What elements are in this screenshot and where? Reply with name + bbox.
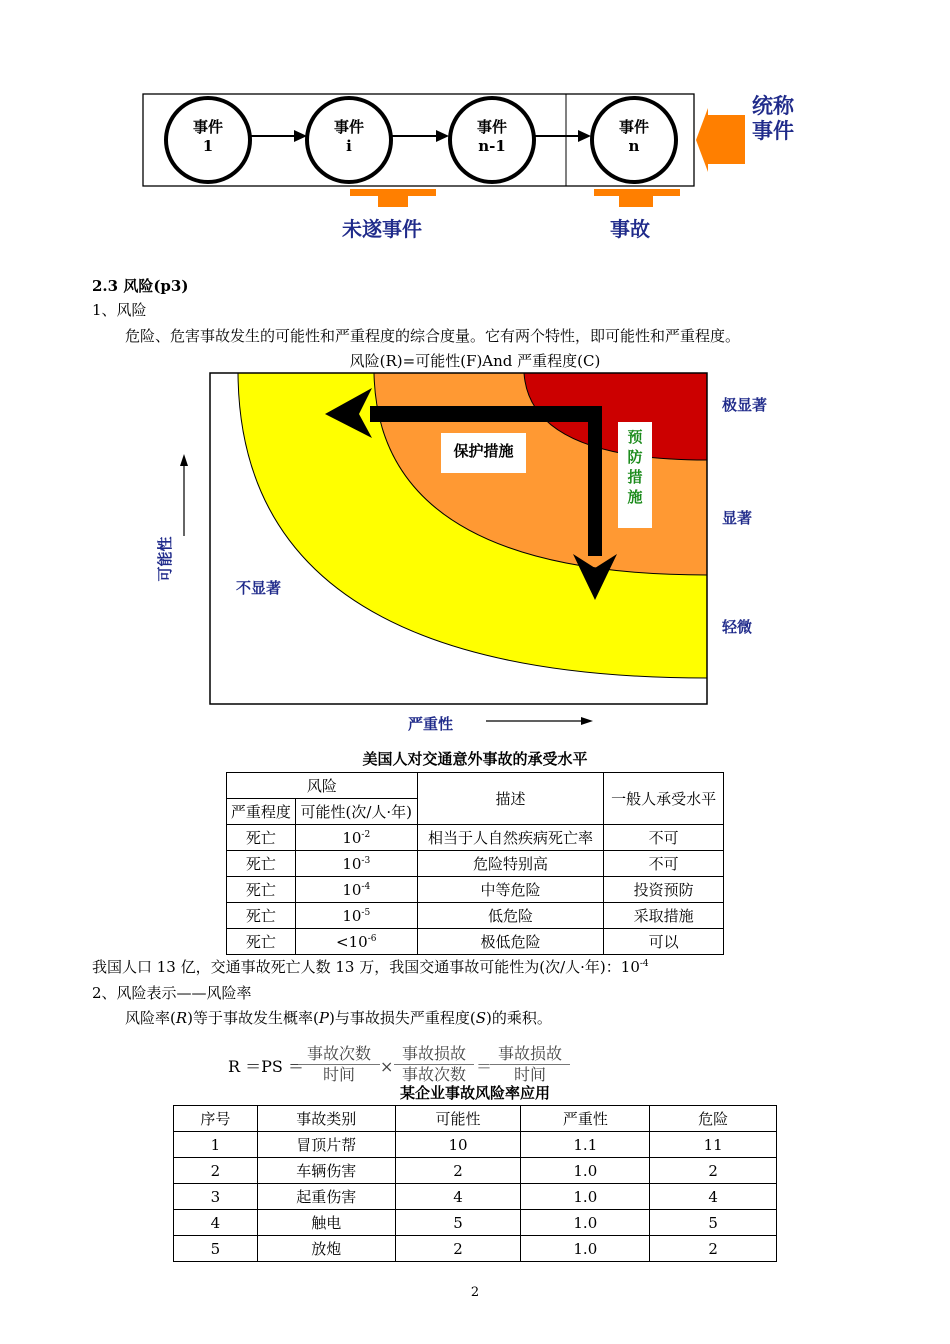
paragraph-1: 危险、危害事故发生的可能性和严重程度的综合度量。它有两个特性，即可能性和严重程度。	[125, 327, 741, 345]
event-label-n-1: 事件 n-1	[476, 118, 507, 155]
chain-arrow-1	[250, 130, 307, 142]
table-cell: 相当于人自然疾病死亡率	[417, 825, 604, 851]
item-2: 2、风险表示——风险率	[92, 984, 252, 1002]
event-label-n: 事件 n	[618, 118, 649, 155]
table-row	[227, 851, 724, 877]
formula-frac3: 事故损故 时间	[490, 1044, 570, 1085]
table1-title: 美国人对交通意外事故的承受水平	[362, 750, 588, 768]
table-cell: 低危险	[417, 903, 604, 929]
table-cell: 10	[395, 1132, 521, 1158]
table-row	[174, 1158, 777, 1184]
table-cell: 1.0	[521, 1236, 650, 1262]
table-cell: 起重伤害	[257, 1184, 395, 1210]
chain-arrow-2	[391, 130, 449, 142]
table2-header-cell: 危险	[650, 1106, 777, 1132]
table-cell: 死亡	[227, 877, 296, 903]
table-cell: 2	[395, 1158, 521, 1184]
table2	[173, 1105, 777, 1262]
zone-label-minor: 轻微	[722, 618, 753, 636]
risk-formula: 风险(R)=可能性(F)And 严重程度(C)	[349, 352, 601, 370]
table-cell: 危险特别高	[417, 851, 604, 877]
table-cell: 5	[650, 1210, 777, 1236]
collective-event-label: 统称 事件	[752, 94, 794, 143]
accident-label: 事故	[610, 217, 650, 241]
table2-title: 某企业事故风险率应用	[399, 1084, 550, 1102]
table1-header-row	[227, 773, 724, 799]
table-row	[227, 877, 724, 903]
table-cell: 1.0	[521, 1158, 650, 1184]
table2-header-cell: 严重性	[521, 1106, 650, 1132]
table-cell: 4	[650, 1184, 777, 1210]
table1-header-risk: 风险	[227, 773, 418, 799]
table1-header-accept: 一般人承受水平	[604, 773, 724, 825]
paragraph-3: 风险率(R)等于事故发生概率(P)与事故损失严重程度(S)的乘积。	[125, 1009, 552, 1027]
table-cell: 2	[174, 1158, 258, 1184]
zone-label-not-significant: 不显著	[236, 579, 282, 597]
table-cell: $10^{-3}$	[295, 851, 417, 877]
table-row	[174, 1132, 777, 1158]
table-cell: 中等危险	[417, 877, 604, 903]
paragraph-2: 我国人口 13 亿，交通事故死亡人数 13 万，我国交通事故可能性为(次/人·年)：$10^{-4}$	[92, 958, 649, 976]
y-axis-label: 可能性	[156, 536, 174, 582]
accident-arrow	[594, 189, 680, 207]
table-cell: 冒顶片帮	[257, 1132, 395, 1158]
table-cell: 1.0	[521, 1210, 650, 1236]
table-cell: 4	[395, 1184, 521, 1210]
table-cell: 3	[174, 1184, 258, 1210]
formula-frac2: 事故损故 事故次数	[394, 1044, 474, 1085]
zone-label-significant: 显著	[722, 509, 753, 527]
prevent-measures-label: 预 防 措 施	[627, 428, 643, 506]
table-cell: 死亡	[227, 903, 296, 929]
table1-header-severity: 严重程度	[227, 799, 296, 825]
table2-header-cell: 可能性	[395, 1106, 521, 1132]
table-cell: 不可	[604, 851, 724, 877]
formula-equals: ＝	[476, 1057, 493, 1076]
table-cell: 1	[174, 1132, 258, 1158]
table-cell: 2	[395, 1236, 521, 1262]
formula-frac1: 事故次数 时间	[298, 1044, 380, 1085]
table-cell: 4	[174, 1210, 258, 1236]
table-cell: 触电	[257, 1210, 395, 1236]
table-cell: 死亡	[227, 929, 296, 955]
table-cell: 不可	[604, 825, 724, 851]
table-row	[227, 825, 724, 851]
table2-header-row	[174, 1106, 777, 1132]
table-cell: 采取措施	[604, 903, 724, 929]
section-heading: 2.3 风险(p3)	[92, 277, 189, 295]
table-cell: 2	[650, 1158, 777, 1184]
formula-times: ×	[380, 1057, 394, 1076]
table-cell: 极低危险	[417, 929, 604, 955]
formula-lhs: R ＝PS ＝	[228, 1057, 304, 1076]
table-row	[227, 903, 724, 929]
table-row	[174, 1236, 777, 1262]
collective-arrow	[696, 108, 745, 172]
table-row	[174, 1184, 777, 1210]
table2-header-cell: 事故类别	[257, 1106, 395, 1132]
table-cell: $10^{-4}$	[295, 877, 417, 903]
table1	[226, 772, 724, 955]
table-row	[227, 929, 724, 955]
table-cell: $<10^{-6}$	[295, 929, 417, 955]
table-cell: 1.0	[521, 1184, 650, 1210]
table-cell: 死亡	[227, 851, 296, 877]
event-label-i: 事件 i	[333, 118, 364, 155]
table2-header-cell: 序号	[174, 1106, 258, 1132]
table-cell: 2	[650, 1236, 777, 1262]
page-number: 2	[470, 1285, 480, 1300]
item-1: 1、风险	[92, 301, 147, 319]
table-cell: 死亡	[227, 825, 296, 851]
table-cell: $10^{-5}$	[295, 903, 417, 929]
table-cell: 投资预防	[604, 877, 724, 903]
y-axis-arrow	[180, 454, 188, 536]
chain-arrow-3	[534, 130, 591, 142]
x-axis-label: 严重性	[408, 715, 454, 733]
table-cell: 可以	[604, 929, 724, 955]
zone-label-extreme: 极显著	[722, 396, 768, 414]
table-cell: 放炮	[257, 1236, 395, 1262]
unfinished-arrow	[350, 189, 436, 207]
table-row	[174, 1210, 777, 1236]
table-cell: 5	[395, 1210, 521, 1236]
table-cell: 11	[650, 1132, 777, 1158]
event-label-1: 事件 1	[192, 118, 223, 155]
unfinished-event-label: 未遂事件	[342, 217, 422, 241]
table-cell: $10^{-2}$	[295, 825, 417, 851]
protect-measures-label: 保护措施	[453, 442, 514, 460]
table1-header-prob: 可能性(次/人·年)	[295, 799, 417, 825]
table-cell: 5	[174, 1236, 258, 1262]
risk-chart-graphics	[0, 360, 950, 745]
table-cell: 1.1	[521, 1132, 650, 1158]
x-axis-arrow	[486, 717, 593, 725]
table-cell: 车辆伤害	[257, 1158, 395, 1184]
table1-header-desc: 描述	[417, 773, 604, 825]
